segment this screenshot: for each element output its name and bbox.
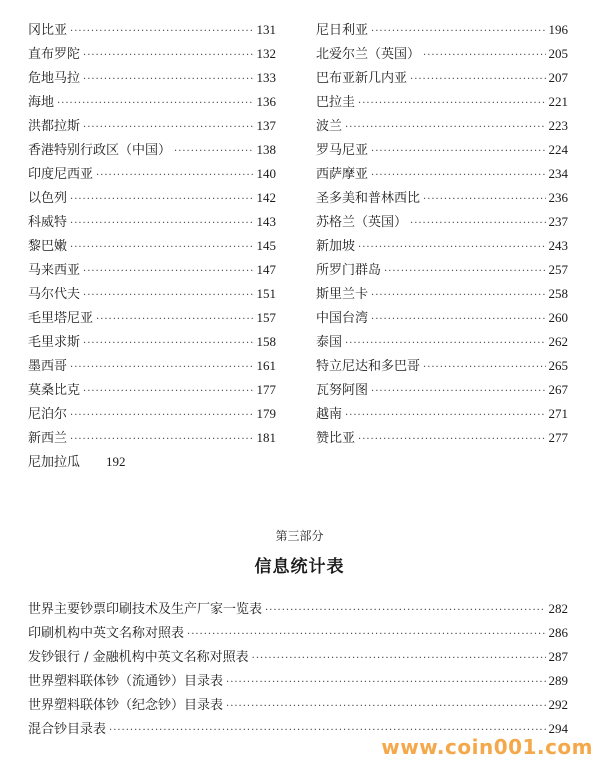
dot-leader <box>345 332 545 356</box>
dot-leader <box>83 44 253 68</box>
toc-entry-title: 尼加拉瓜 <box>28 455 81 470</box>
toc-entry-page-number: 234 <box>548 166 568 181</box>
toc-right-column <box>316 18 568 450</box>
toc-entry-page-number: 132 <box>256 46 276 61</box>
toc-entry-title: 海地 <box>28 95 55 110</box>
toc-entry[interactable] <box>316 234 568 258</box>
toc-entry-page-number: 140 <box>256 166 276 181</box>
toc-entry-page-number: 138 <box>256 142 276 157</box>
toc-entry-title: 马尔代夫 <box>28 287 81 302</box>
toc-entry-title: 莫桑比克 <box>28 383 81 398</box>
toc-entry-page-number: 207 <box>548 70 568 85</box>
dot-leader <box>345 116 545 140</box>
toc-entry-title: 斯里兰卡 <box>316 287 369 302</box>
dot-leader <box>96 164 253 188</box>
dot-leader <box>265 599 545 623</box>
toc-entry-page-number: 224 <box>548 142 568 157</box>
toc-entry-page-number: 158 <box>256 334 276 349</box>
toc-entry-page-number: 137 <box>256 118 276 133</box>
toc-entry-title: 世界主要钞票印刷技术及生产厂家一览表 <box>28 602 263 617</box>
toc-entry-title: 巴布亚新几内亚 <box>316 71 408 86</box>
toc-entry[interactable] <box>28 66 276 90</box>
toc-entry[interactable] <box>28 210 276 234</box>
dot-leader <box>70 404 253 428</box>
toc-entry-page-number: 265 <box>548 358 568 373</box>
dot-leader <box>423 44 545 68</box>
toc-entry-page-number: 179 <box>256 406 276 421</box>
part-label: 第三部分 <box>275 529 324 543</box>
toc-entry-title: 以色列 <box>28 191 68 206</box>
toc-entry-page-number: 271 <box>548 406 568 421</box>
toc-entry-page-number: 223 <box>548 118 568 133</box>
toc-entry-page-number: 262 <box>548 334 568 349</box>
toc-entry-page-number: 145 <box>256 238 276 253</box>
toc-entry-title: 印刷机构中英文名称对照表 <box>28 626 185 641</box>
toc-left-column <box>28 18 276 474</box>
toc-entry[interactable] <box>28 186 276 210</box>
dot-leader <box>83 284 253 308</box>
toc-entry-page-number: 192 <box>106 454 126 469</box>
toc-entry-page-number: 260 <box>548 310 568 325</box>
toc-entry-page-number: 287 <box>548 649 568 664</box>
toc-entry-page-number: 286 <box>548 625 568 640</box>
dot-leader <box>358 92 545 116</box>
toc-entry[interactable] <box>316 378 568 402</box>
toc-entry-page-number: 151 <box>256 286 276 301</box>
toc-entry-page-number: 177 <box>256 382 276 397</box>
dot-leader <box>358 428 545 452</box>
toc-entry-title: 赞比亚 <box>316 431 356 446</box>
toc-entry-title: 洪都拉斯 <box>28 119 81 134</box>
dot-leader <box>410 68 545 92</box>
toc-entry-page-number: 237 <box>548 214 568 229</box>
toc-entry-title: 毛里求斯 <box>28 335 81 350</box>
dot-leader <box>96 308 253 332</box>
toc-entry-title: 混合钞目录表 <box>28 722 107 737</box>
toc-entry-title: 巴拉圭 <box>316 95 356 110</box>
toc-entry-title: 世界塑料联体钞（纪念钞）目录表 <box>28 698 224 713</box>
toc-entry[interactable] <box>28 114 276 138</box>
toc-entry-page-number: 136 <box>256 94 276 109</box>
toc-entry-title: 毛里塔尼亚 <box>28 311 94 326</box>
dot-leader <box>371 308 545 332</box>
toc-entry-page-number: 181 <box>256 430 276 445</box>
toc-entry-page-number: 161 <box>256 358 276 373</box>
toc-entry-title: 特立尼达和多巴哥 <box>316 359 421 374</box>
site-watermark: www.coin001.com <box>381 735 593 759</box>
dot-leader <box>57 92 253 116</box>
dot-leader <box>70 428 253 452</box>
dot-leader <box>226 671 545 695</box>
dot-leader <box>345 404 545 428</box>
toc-entry[interactable] <box>28 693 568 717</box>
toc-entry-title: 尼泊尔 <box>28 407 68 422</box>
toc-entry[interactable] <box>28 282 276 306</box>
toc-entry[interactable] <box>28 378 276 402</box>
toc-entry-title: 黎巴嫩 <box>28 239 68 254</box>
dot-leader <box>70 188 253 212</box>
dot-leader <box>410 212 545 236</box>
toc-entry[interactable] <box>316 306 568 330</box>
dot-leader <box>83 380 253 404</box>
toc-entry[interactable] <box>316 66 568 90</box>
toc-entry-title: 所罗门群岛 <box>316 263 382 278</box>
toc-entry-title: 苏格兰（英国） <box>316 215 408 230</box>
dot-leader <box>70 356 253 380</box>
toc-entry-page-number: 157 <box>256 310 276 325</box>
toc-entry[interactable] <box>28 258 276 282</box>
dot-leader <box>187 623 545 647</box>
toc-entry[interactable] <box>28 162 276 186</box>
toc-entry-title: 新西兰 <box>28 431 68 446</box>
dot-leader <box>83 116 253 140</box>
dot-leader <box>423 356 545 380</box>
toc-entry[interactable] <box>316 138 568 162</box>
toc-entry-title: 中国台湾 <box>316 311 369 326</box>
toc-entry-title: 新加坡 <box>316 239 356 254</box>
toc-entry-title: 波兰 <box>316 119 343 134</box>
toc-entry[interactable] <box>28 42 276 66</box>
toc-entry-title: 泰国 <box>316 335 343 350</box>
toc-entry-title: 瓦努阿图 <box>316 383 369 398</box>
dot-leader <box>423 188 545 212</box>
toc-entry-page-number: 289 <box>548 673 568 688</box>
dot-leader <box>358 236 545 260</box>
dot-leader <box>83 332 253 356</box>
toc-entry[interactable] <box>316 42 568 66</box>
toc-entry[interactable] <box>316 114 568 138</box>
dot-leader <box>70 20 253 44</box>
toc-entry-title: 北爱尔兰（英国） <box>316 47 421 62</box>
toc-entry-page-number: 133 <box>256 70 276 85</box>
dot-leader <box>371 284 545 308</box>
toc-entry-title: 墨西哥 <box>28 359 68 374</box>
toc-entry[interactable] <box>316 402 568 426</box>
toc-entry-title: 圣多美和普林西比 <box>316 191 421 206</box>
toc-entry[interactable] <box>316 258 568 282</box>
toc-entry[interactable] <box>316 330 568 354</box>
toc-entry[interactable] <box>316 162 568 186</box>
toc-entry-title: 马来西亚 <box>28 263 81 278</box>
toc-entry-page-number: 243 <box>548 238 568 253</box>
toc-entry-page-number: 267 <box>548 382 568 397</box>
dot-leader <box>83 260 253 284</box>
toc-entry-page-number: 142 <box>256 190 276 205</box>
toc-entry-title: 西萨摩亚 <box>316 167 369 182</box>
toc-entry[interactable] <box>28 645 568 669</box>
toc-entry[interactable] <box>28 330 276 354</box>
toc-entry-title: 香港特别行政区（中国） <box>28 143 172 158</box>
toc-entry[interactable] <box>316 90 568 114</box>
toc-entry-title: 尼日利亚 <box>316 23 369 38</box>
toc-entry-page-number: 282 <box>548 601 568 616</box>
toc-entry[interactable] <box>28 597 568 621</box>
toc-entry-page-number: 257 <box>548 262 568 277</box>
toc-entry-page-number: 236 <box>548 190 568 205</box>
toc-entry[interactable] <box>28 669 568 693</box>
toc-entry-title: 发钞银行 / 金融机构中英文名称对照表 <box>28 650 249 665</box>
dot-leader <box>371 20 545 44</box>
dot-leader <box>384 260 545 284</box>
toc-entry[interactable] <box>28 426 276 450</box>
part-title: 信息统计表 <box>254 557 345 577</box>
toc-entry-page-number: 196 <box>548 22 568 37</box>
dot-leader <box>70 236 253 260</box>
dot-leader <box>70 212 253 236</box>
toc-entry-title: 世界塑料联体钞（流通钞）目录表 <box>28 674 224 689</box>
toc-entry[interactable] <box>316 210 568 234</box>
toc-entry[interactable] <box>316 186 568 210</box>
dot-leader <box>174 140 253 164</box>
toc-entry-page-number: 143 <box>256 214 276 229</box>
toc-entry-page-number: 147 <box>256 262 276 277</box>
toc-entry-title: 越南 <box>316 407 343 422</box>
toc-entry[interactable] <box>316 426 568 450</box>
toc-columns <box>0 18 599 478</box>
toc-entry-page-number: 205 <box>548 46 568 61</box>
dot-leader <box>371 380 545 404</box>
dot-leader <box>226 695 545 719</box>
toc-entry[interactable] <box>316 354 568 378</box>
toc-entry-title: 直布罗陀 <box>28 47 81 62</box>
toc-entry[interactable] <box>28 621 568 645</box>
toc-entry[interactable] <box>28 306 276 330</box>
toc-entry-page-number: 277 <box>548 430 568 445</box>
toc-entry[interactable] <box>316 18 568 42</box>
dot-leader <box>371 164 545 188</box>
dot-leader <box>252 647 546 671</box>
toc-entry[interactable] <box>316 282 568 306</box>
toc-entry[interactable] <box>28 18 276 42</box>
toc-entry[interactable] <box>28 234 276 258</box>
dot-leader <box>83 68 253 92</box>
dot-leader <box>371 140 545 164</box>
toc-entry[interactable] <box>28 90 276 114</box>
toc-entry-title: 印度尼西亚 <box>28 167 94 182</box>
toc-entry-page-number: 294 <box>548 721 568 736</box>
toc-entry-title: 科威特 <box>28 215 68 230</box>
toc-entry-page-number: 292 <box>548 697 568 712</box>
toc-entry[interactable] <box>28 450 276 474</box>
toc-entry-title: 危地马拉 <box>28 71 81 86</box>
toc-entry-title: 罗马尼亚 <box>316 143 369 158</box>
toc-entry[interactable] <box>28 138 276 162</box>
toc-entry-page-number: 221 <box>548 94 568 109</box>
toc-entry-page-number: 258 <box>548 286 568 301</box>
toc-entry-title: 冈比亚 <box>28 23 68 38</box>
toc-entry-page-number: 131 <box>256 22 276 37</box>
toc-entry[interactable] <box>28 402 276 426</box>
toc-entry[interactable] <box>28 354 276 378</box>
stats-toc-list <box>28 597 568 741</box>
